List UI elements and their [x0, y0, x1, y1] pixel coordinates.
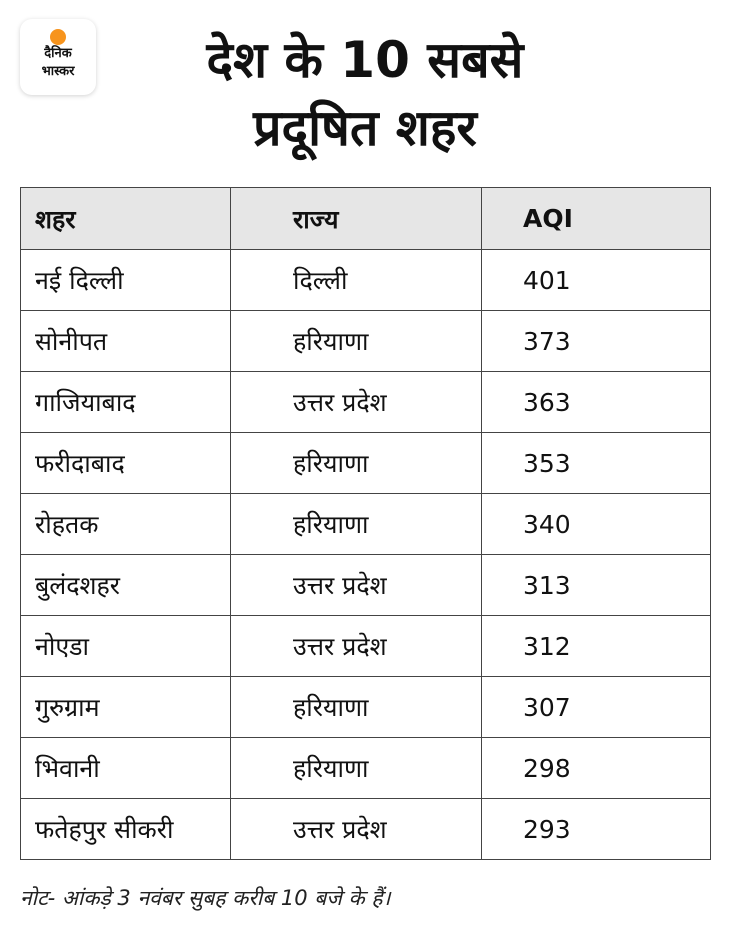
city-cell: फतेहपुर सीकरी	[21, 799, 231, 860]
aqi-cell: 313	[482, 555, 711, 616]
state-cell: हरियाणा	[231, 433, 482, 494]
state-cell: हरियाणा	[231, 311, 482, 372]
state-cell: हरियाणा	[231, 494, 482, 555]
table-row	[21, 372, 711, 433]
aqi-table	[20, 187, 711, 860]
title-line1: देश के 10 सबसे	[206, 31, 524, 89]
aqi-cell: 293	[482, 799, 711, 860]
city-cell: रोहतक	[21, 494, 231, 555]
aqi-cell: 298	[482, 738, 711, 799]
city-cell: भिवानी	[21, 738, 231, 799]
state-cell: हरियाणा	[231, 738, 482, 799]
state-cell: उत्तर प्रदेश	[231, 555, 482, 616]
state-cell: उत्तर प्रदेश	[231, 372, 482, 433]
state-cell: दिल्ली	[231, 250, 482, 311]
aqi-cell: 373	[482, 311, 711, 372]
state-cell: हरियाणा	[231, 677, 482, 738]
aqi-cell: 363	[482, 372, 711, 433]
city-cell: फरीदाबाद	[21, 433, 231, 494]
state-cell: उत्तर प्रदेश	[231, 616, 482, 677]
aqi-cell: 312	[482, 616, 711, 677]
aqi-cell: 401	[482, 250, 711, 311]
table-row	[21, 738, 711, 799]
logo-text-line2: भास्कर	[41, 64, 75, 79]
footnote: नोट- आंकड़े 3 नवंबर सुबह करीब 10 बजे के हैं।	[20, 886, 391, 910]
aqi-cell: 353	[482, 433, 711, 494]
city-cell: नोएडा	[21, 616, 231, 677]
table-row	[21, 677, 711, 738]
aqi-cell: 307	[482, 677, 711, 738]
table-row	[21, 494, 711, 555]
table-row	[21, 799, 711, 860]
state-cell: उत्तर प्रदेश	[231, 799, 482, 860]
table-row	[21, 616, 711, 677]
column-header-aqi: AQI	[482, 188, 711, 250]
table-header-row	[21, 188, 711, 250]
logo-sun-icon	[50, 29, 66, 45]
column-header-city: शहर	[21, 188, 231, 250]
table-row	[21, 311, 711, 372]
city-cell: नई दिल्ली	[21, 250, 231, 311]
city-cell: सोनीपत	[21, 311, 231, 372]
city-cell: बुलंदशहर	[21, 555, 231, 616]
title-line2: प्रदूषित शहर	[253, 99, 477, 157]
column-header-state: राज्य	[231, 188, 482, 250]
aqi-cell: 340	[482, 494, 711, 555]
dainik-bhaskar-logo	[20, 19, 96, 95]
city-cell: गुरुग्राम	[21, 677, 231, 738]
page-title	[110, 26, 620, 162]
logo-text-line1: दैनिक	[44, 46, 72, 61]
table-row	[21, 250, 711, 311]
table-row	[21, 555, 711, 616]
table-row	[21, 433, 711, 494]
city-cell: गाजियाबाद	[21, 372, 231, 433]
